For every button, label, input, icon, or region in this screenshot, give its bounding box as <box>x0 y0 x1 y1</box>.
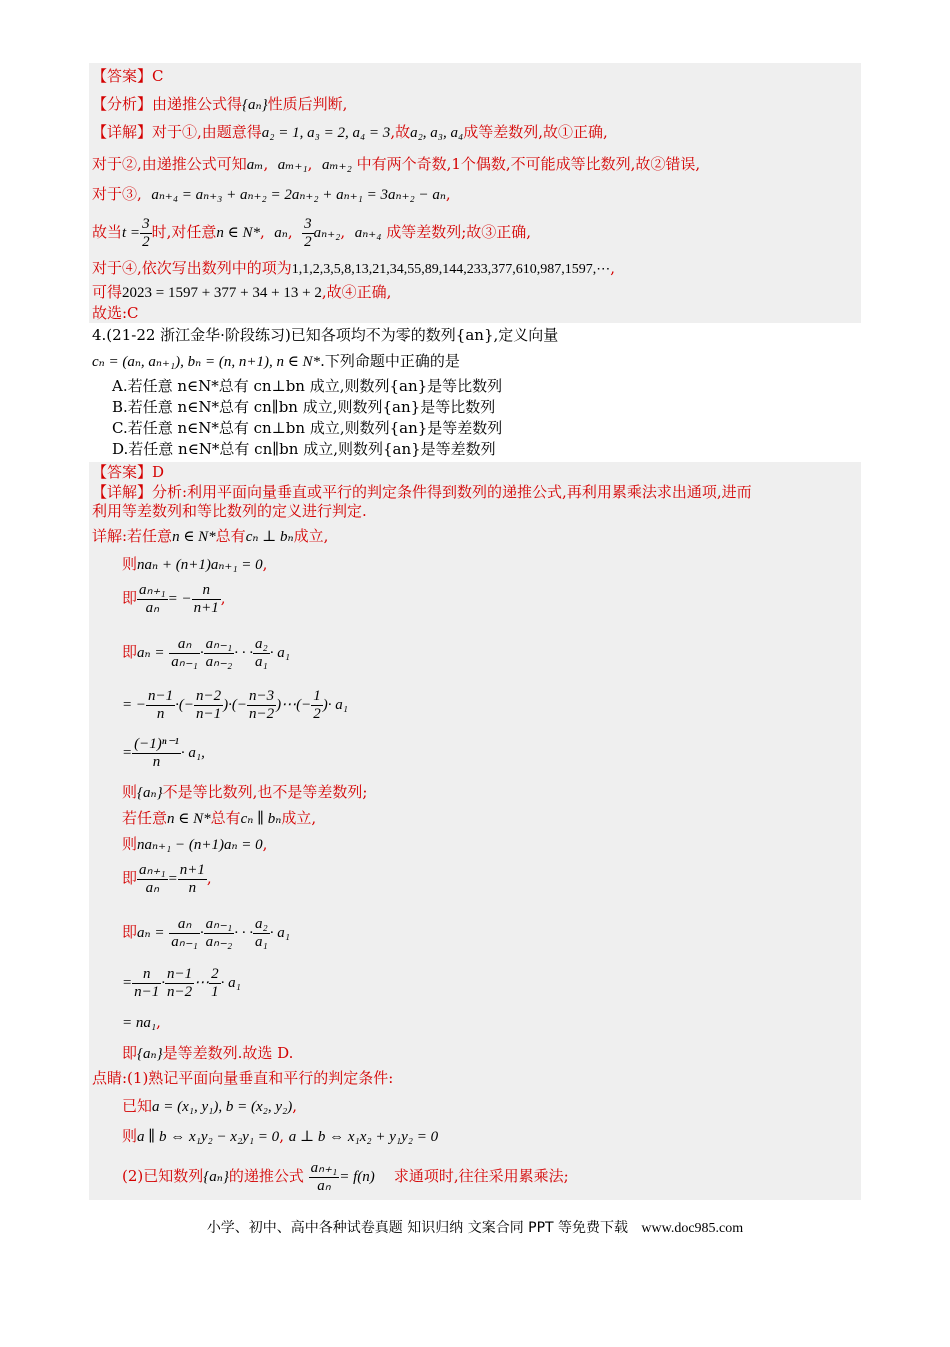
page-footer <box>0 1217 950 1237</box>
q4-stem-vectors: cₙ = (aₙ, aₙ₊₁), bₙ = (n, n+1), n ∈ N*.下列命题中正确的是 <box>92 352 460 370</box>
q4-option-a: A.若任意 n∈N*总有 cn⊥bn 成立,则数列{an}是等比数列 <box>112 377 503 395</box>
q4-detail-1: 【详解】分析:利用平面向量垂直或平行的判定条件得到数列的递推公式,再利用累乘法求出通项,进而 <box>92 483 752 501</box>
q4-option-d: D.若任意 n∈N*总有 cn∥bn 成立,则数列{an}是等差数列 <box>112 440 496 458</box>
q4-tip-3: 则a ∥ b ⇔ x₁y₂ − x₂y₁ = 0, a ⊥ b ⇔ x₁x₂ + y₁y₂ = 0 <box>122 1127 439 1145</box>
footer-url[interactable]: www.doc985.com <box>641 1221 744 1236</box>
q4-step-2: 则naₙ + (n+1)aₙ₊₁ = 0, <box>122 555 268 573</box>
fraction-three-halves: $\frac{3}{2}$ <box>142 215 150 250</box>
q4-step-7: 则{aₙ}不是等比数列,也不是等差数列; <box>122 783 368 801</box>
q4-step-14: 即{aₙ}是等差数列.故选 D. <box>122 1044 294 1062</box>
q4-step-11: 即aₙ = $\frac{\text{aₙ}}{\text{aₙ₋₁}}$ · $\frac{\text{aₙ₋₁}}{\text{aₙ₋₂}}$ · · · $\frac{\text{a₂}}{\text{a₁}}$ · a₁ <box>122 915 290 950</box>
q4-step-13: = na₁, <box>122 1013 161 1031</box>
q3-answer: 【答案】C <box>92 67 164 85</box>
q4-tip-4: (2)已知数列{aₙ}的递推公式 $\frac{\text{aₙ₊₁}}{\text{aₙ}}$ = f(n) 求通项时,往往采用累乘法; <box>122 1159 569 1194</box>
q4-option-b: B.若任意 n∈N*总有 cn∥bn 成立,则数列{an}是等比数列 <box>112 398 496 416</box>
q3-detail-2: 对于②,由递推公式可知aₘ, aₘ₊₁, aₘ₊₂ 中有两个奇数,1个偶数,不可能成等比数列,故②错误, <box>92 155 701 173</box>
q3-choose: 故选:C <box>92 304 139 322</box>
q4-detail-2: 利用等差数列和等比数列的定义进行判定. <box>92 502 367 520</box>
q4-step-4: 即aₙ = $\frac{\text{aₙ}}{\text{aₙ₋₁}}$ · $\frac{\text{aₙ₋₁}}{\text{aₙ₋₂}}$ · · · $\frac{\text{a₂}}{\text{a₁}}$ · a₁ <box>122 635 290 670</box>
q3-analysis: 【分析】由递推公式得{aₙ}性质后判断, <box>92 95 348 113</box>
footer-text: 小学、初中、高中各种试卷真题 知识归纳 文案合同 PPT 等免费下载 <box>206 1220 629 1236</box>
q4-step-12: = $\frac{n}{n-1}$ · $\frac{n-1}{n-2}$ ⋯ $\frac{2}{1}$ · a₁ <box>122 965 241 1000</box>
q4-tip-2: 已知a = (x₁, y₁), b = (x₂, y₂), <box>122 1097 298 1115</box>
q4-step-10: 即 $\frac{\text{aₙ₊₁}}{\text{aₙ}}$ = $\frac{n+1}{n}$ , <box>122 861 212 896</box>
q3-detail-5: 对于④,依次写出数列中的项为1,1,2,3,5,8,13,21,34,55,89,144,233,377,610,987,1597,⋯, <box>92 259 616 277</box>
q4-step-1: 详解:若任意n ∈ N*总有cₙ ⊥ bₙ成立, <box>92 527 329 545</box>
q4-stem: 4.(21-22 浙江金华·阶段练习)已知各项均不为零的数列{an},定义向量 <box>92 326 559 344</box>
q4-step-5: = − $\frac{n-1}{n}$ ·(− $\frac{n-2}{n-1}$ )·(− $\frac{n-3}{n-2}$ )⋯(− $\frac{1}{2}$ )· a₁ <box>122 687 348 722</box>
q3-detail-1: 【详解】对于①,由题意得a₂ = 1, a₃ = 2, a₄ = 3,故a₂, a₃, a₄成等差数列,故①正确, <box>92 123 608 141</box>
q4-step-3: 即 $\frac{\text{aₙ₊₁}}{\text{aₙ}}$ = − $\frac{n}{n+1}$ , <box>122 581 226 616</box>
q3-detail-3: 对于③, aₙ₊₄ = aₙ₊₃ + aₙ₊₂ = 2aₙ₊₂ + aₙ₊₁ = 3aₙ₊₂ − aₙ, <box>92 185 451 203</box>
q4-step-8: 若任意n ∈ N*总有cₙ ∥ bₙ成立, <box>122 809 317 827</box>
q4-step-6: = $\frac{\text{(−1)ⁿ⁻¹}}{n}$ · a₁, <box>122 735 205 770</box>
q4-tip-1: 点睛:(1)熟记平面向量垂直和平行的判定条件: <box>92 1069 394 1087</box>
q4-answer: 【答案】D <box>92 463 165 481</box>
q4-step-9: 则naₙ₊₁ − (n+1)aₙ = 0, <box>122 835 268 853</box>
q3-detail-4: 故当t = $\frac{3}{2}$ 时,对任意n ∈ N*, aₙ, $\frac{3}{2}$ aₙ₊₂, aₙ₊₄ 成等差数列;故③正确, <box>92 215 532 250</box>
q3-detail-6: 可得2023 = 1597 + 377 + 34 + 13 + 2,故④正确, <box>92 283 392 301</box>
q4-option-c: C.若任意 n∈N*总有 cn⊥bn 成立,则数列{an}是等差数列 <box>112 419 503 437</box>
